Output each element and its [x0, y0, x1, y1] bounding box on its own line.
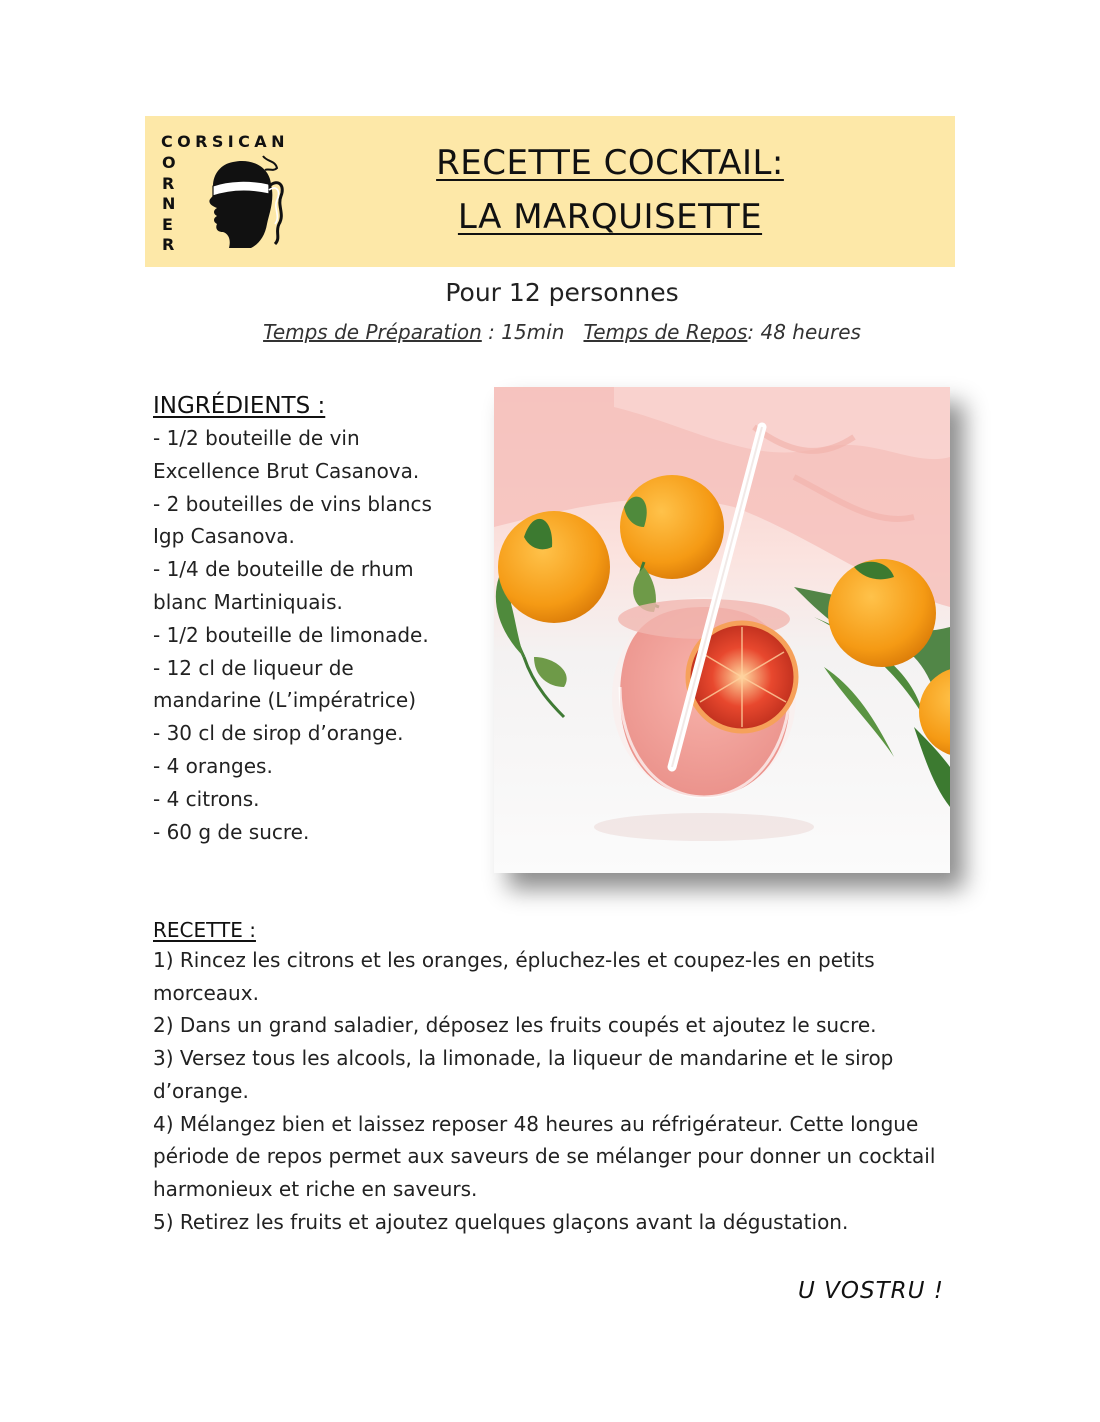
ingredients-section — [153, 393, 483, 848]
ingredient-line: - 1/2 bouteille de vin — [153, 426, 360, 450]
prep-label: Temps de Préparation — [263, 320, 482, 344]
logo-letter: R — [162, 173, 175, 193]
ingredient-line: mandarine (L’impératrice) — [153, 688, 417, 713]
ingredient-line: Excellence Brut Casanova. — [153, 458, 420, 483]
ingredient-line: - 60 g de sucre. — [153, 819, 310, 844]
logo-brand-side — [162, 153, 182, 256]
rest-value: : 48 heures — [747, 320, 861, 344]
logo-letter: R — [162, 235, 175, 255]
ingredient-line: - 12 cl de liqueur de — [153, 655, 354, 680]
ingredient-line: - 30 cl de sirop d’orange. — [153, 721, 404, 746]
recipe-step: 4) Mélangez bien et laissez reposer 48 heures au réfrigérateur. Cette longue période de repos permet aux saveurs de se mélanger pour donner un cocktail harmonieux et riche en saveurs. — [153, 1111, 936, 1201]
timing-line — [0, 320, 1100, 344]
prep-value: : 15min — [481, 320, 565, 344]
ingredient-line: - 4 citrons. — [153, 786, 260, 811]
logo-letter: N — [162, 194, 176, 214]
title-line-2: LA MARQUISETTE — [457, 197, 763, 237]
recipe-step: 5) Retirez les fruits et ajoutez quelques glaçons avant la dégustation. — [153, 1209, 849, 1234]
recipe-step: 1) Rincez les citrons et les oranges, épluchez-les et coupez-les en petits morceaux. — [153, 948, 875, 1005]
ingredients-title: INGRÉDIENTS : — [153, 393, 326, 419]
logo-brand-top: CORSICAN — [161, 132, 289, 151]
ingredient-line: - 1/4 de bouteille de rhum — [153, 557, 414, 582]
signoff-text: U VOSTRU ! — [798, 1278, 944, 1304]
moor-head-icon — [189, 152, 289, 252]
ingredient-line: - 2 bouteilles de vins blancs — [153, 491, 432, 516]
recipe-step: 3) Versez tous les alcools, la limonade, la liqueur de mandarine et le sirop d’orange. — [153, 1046, 894, 1103]
cocktail-photo — [494, 387, 950, 873]
logo-letter: E — [162, 214, 173, 234]
corsican-corner-logo — [159, 130, 309, 256]
cocktail-illustration — [494, 387, 950, 873]
page-title — [395, 136, 825, 244]
header-band — [145, 116, 955, 267]
recipe-title: RECETTE : — [153, 918, 256, 942]
ingredient-line: blanc Martiniquais. — [153, 589, 343, 614]
ingredient-line: Igp Casanova. — [153, 524, 295, 549]
title-line-1: RECETTE COCKTAIL: — [436, 143, 784, 183]
recipe-section — [153, 918, 983, 1238]
servings-text: Pour 12 personnes — [445, 278, 679, 307]
rest-label: Temps de Repos — [583, 320, 748, 344]
ingredient-line: - 4 oranges. — [153, 753, 273, 778]
logo-letter: O — [162, 153, 176, 172]
recipe-step: 2) Dans un grand saladier, déposez les fruits coupés et ajoutez le sucre. — [153, 1013, 877, 1038]
ingredient-line: - 1/2 bouteille de limonade. — [153, 622, 429, 647]
